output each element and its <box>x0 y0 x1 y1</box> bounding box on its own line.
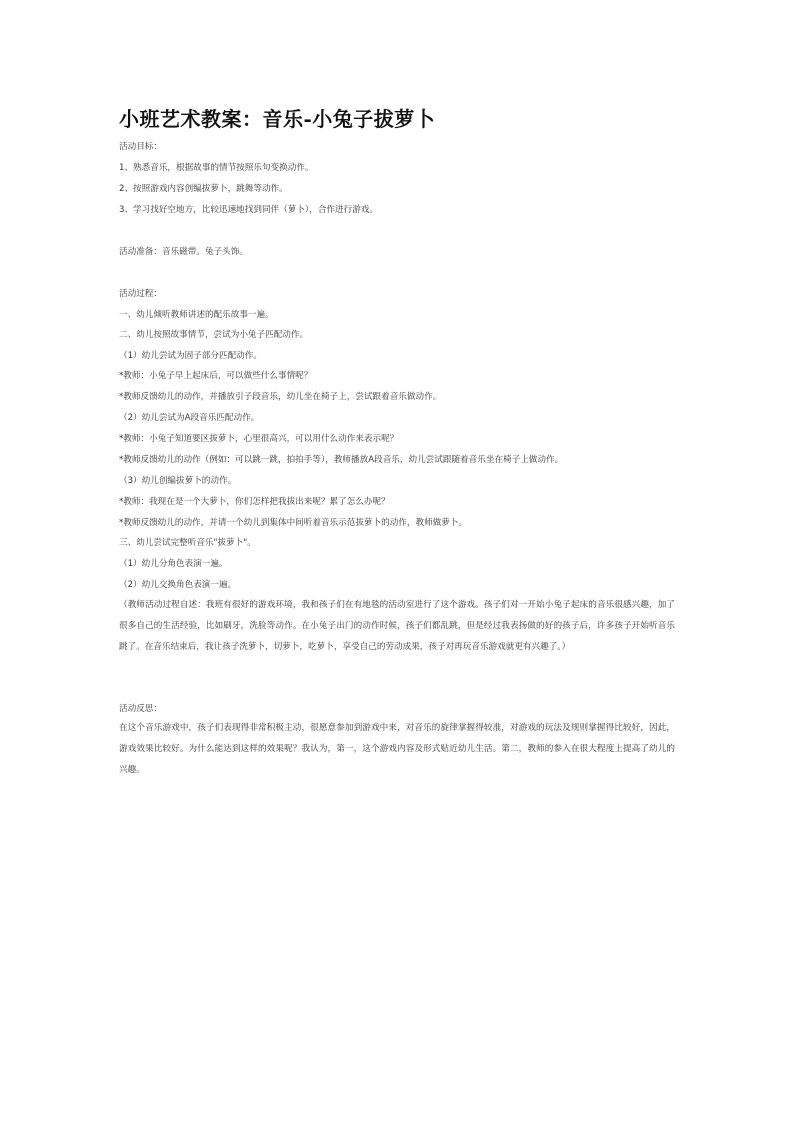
process-step-10: *教师：我现在是一个大萝卜，你们怎样把我拔出来呢？累了怎么办呢？ <box>119 497 390 507</box>
document-title: 小班艺术教案：音乐-小兔子拔萝卜 <box>119 107 436 131</box>
process-step-14: （2）幼儿交换角色表演一遍。 <box>119 580 237 590</box>
teacher-self-review-paragraph: （教师活动过程自述：我班有很好的游戏环境，我和孩子们在有地毯的活动室进行了这个游戏。孩子们对一开始小兔子起床的音乐很感兴趣，加了很多自己的生活经验，比如刷牙，洗脸等动作。在小兔子出门的动作时候，孩子们都乱跳，但是经过我表扬做的好的孩子后，许多孩子开始听音乐跳了。在音乐结束后，我让孩子洗萝卜，切萝卜，吃萝卜，享受自己的劳动成果，孩子对再玩音乐游戏就更有兴趣了。） <box>119 600 675 652</box>
process-step-13: （1）幼儿分角色表演一遍。 <box>119 559 228 569</box>
reflection-heading: 活动反思： <box>119 704 162 714</box>
process-step-2: 二、幼儿按照故事情节，尝试为小兔子匹配动作。 <box>119 330 309 340</box>
process-step-9: （3）幼儿创编拔萝卜的动作。 <box>119 476 237 486</box>
process-step-8: *教师反馈幼儿的动作（例如：可以跳一跳，拍拍手等），教师播放A段音乐，幼儿尝试跟随着音乐坐在椅子上做动作。 <box>119 455 564 465</box>
process-step-7: *教师：小兔子知道要区拔萝卜，心里很高兴，可以用什么动作来表示呢？ <box>119 434 399 444</box>
process-step-11: *教师反馈幼儿的动作，并请一个幼儿到集体中间听着音乐示范拔萝卜的动作，教师做萝卜。 <box>119 518 468 528</box>
process-step-3: （1）幼儿尝试为固子部分匹配动作。 <box>119 351 262 361</box>
preparation-line: 活动准备：音乐磁带。兔子头饰。 <box>119 247 248 257</box>
process-step-5: *教师反馈幼儿的动作，并播放引子段音乐，幼儿坐在椅子上，尝试跟着音乐做动作。 <box>119 392 442 402</box>
goal-item-3: 3、学习找好空地方，比较迅速地找到同伴（萝卜），合作进行游戏。 <box>119 205 378 215</box>
process-heading: 活动过程： <box>119 289 162 299</box>
process-step-1: 一、幼儿倾听教师讲述的配乐故事一遍。 <box>119 310 274 320</box>
process-step-4: *教师：小兔子早上起床后，可以做些什么事情呢？ <box>119 371 313 381</box>
goals-heading: 活动目标： <box>119 142 162 152</box>
reflection-paragraph: 在这个音乐游戏中，孩子们表现得非常积极主动，很愿意参加到游戏中来，对音乐的旋律掌握得较准，对游戏的玩法及规则掌握得比较好，因此，游戏效果比较好。为什么能达到这样的效果呢？我认为，第一，这个游戏内容及形式贴近幼儿生活。第二，教师的参入在很大程度上提高了幼儿的兴趣。 <box>119 723 675 775</box>
process-step-6: （2）幼儿尝试为A段音乐匹配动作。 <box>119 413 260 423</box>
goal-item-2: 2、按照游戏内容创编拔萝卜，跳舞等动作。 <box>119 184 288 194</box>
goal-item-1: 1、熟悉音乐，根据故事的情节按照乐句变换动作。 <box>119 163 314 173</box>
process-step-12: 三、幼儿尝试完整听音乐"拔萝卜"。 <box>119 538 256 548</box>
